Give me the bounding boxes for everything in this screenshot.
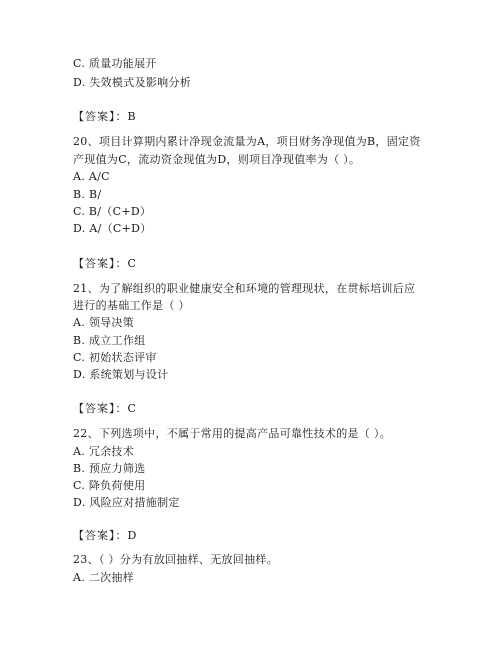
q20-option-c: C. B/（C+D） <box>73 205 152 218</box>
q20-answer: 【答案】：C <box>73 257 137 270</box>
q23-stem-line-1: 23、（ ）分为有放回抽样、无放回抽样。 <box>73 553 278 566</box>
q20-option-d: D. A/（C+D） <box>73 222 152 235</box>
q21-option-a: A. 领导决策 <box>73 316 135 329</box>
q19-option-c: C. 质量功能展开 <box>73 57 157 70</box>
q20-option-b: B. B/ <box>73 188 102 201</box>
q21-option-b: B. 成立工作组 <box>73 334 146 347</box>
q22-option-b: B. 预应力筛选 <box>73 462 146 475</box>
q20-stem-line-1: 20、项目计算期内累计净现金流量为A，项目财务净现值为B，固定资 <box>73 135 421 148</box>
q21-option-d: D. 系统策划与设计 <box>73 368 169 381</box>
q22-stem-line-1: 22、下列选项中，不属于常用的提高产品可靠性技术的是（ ）。 <box>73 427 391 440</box>
q20-stem-line-2: 产现值为C，流动资金现值为D，则项目净现值率为（ ）。 <box>73 153 361 166</box>
q21-option-c: C. 初始状态评审 <box>73 351 157 364</box>
q19-answer: 【答案】：B <box>73 110 137 123</box>
q23-option-a: A. 二次抽样 <box>73 571 135 584</box>
q22-option-a: A. 冗余技术 <box>73 445 135 458</box>
q21-stem-line-2: 进行的基础工作是（ ） <box>73 299 190 312</box>
q19-option-d: D. 失效模式及影响分析 <box>73 76 192 89</box>
q22-answer: 【答案】：D <box>73 529 138 542</box>
q21-stem-line-1: 21、为了解组织的职业健康安全和环境的管理现状，在贯标培训后应 <box>73 282 416 295</box>
q22-option-c: C. 降负荷使用 <box>73 479 146 492</box>
q22-option-d: D. 风险应对措施制定 <box>73 496 180 509</box>
q20-option-a: A. A/C <box>73 170 110 183</box>
q21-answer: 【答案】：C <box>73 402 137 415</box>
